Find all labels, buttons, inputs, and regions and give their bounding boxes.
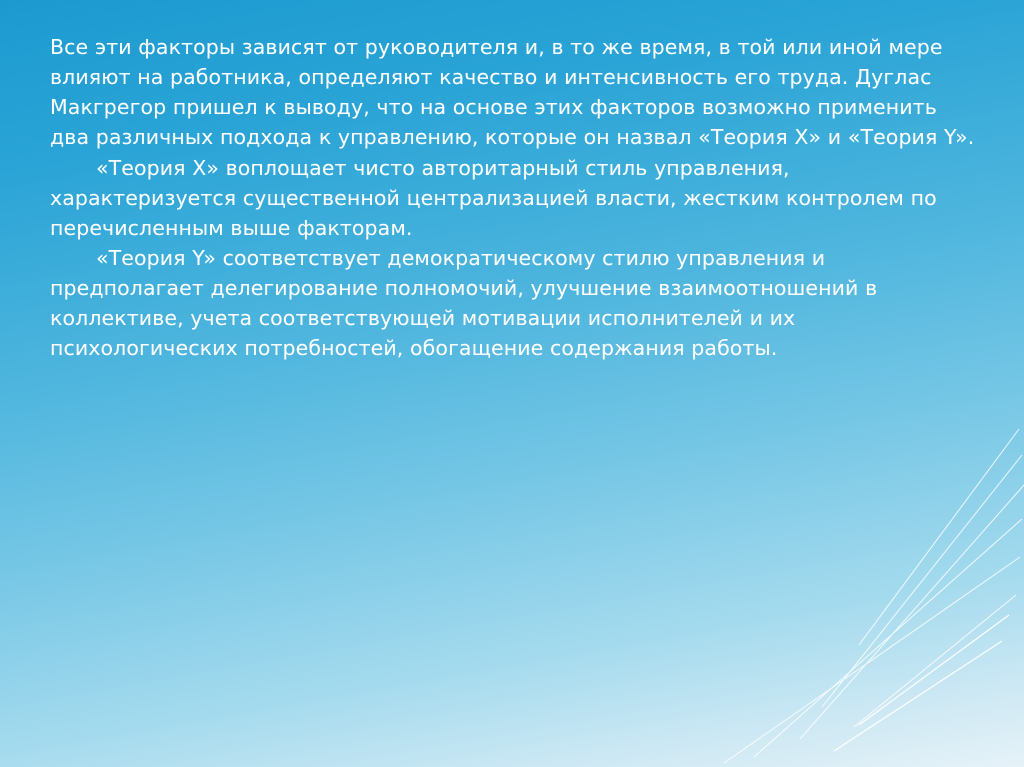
slide-text-body	[50, 32, 982, 363]
decorative-streak-lines	[604, 427, 1024, 767]
paragraph-2: «Теория X» воплощает чисто авторитарный стиль управления, характеризуется существенной централизацией власти, жестким контролем по перечисленным выше факторам.	[50, 155, 937, 240]
paragraph-3: «Теория Y» соответствует демократическому стилю управления и предполагает делегирование полномочий, улучшение взаимоотношений в коллективе, учета соответствующей мотивации исполнителей и их психологических потребностей, обогащение содержания работы.	[50, 245, 878, 361]
paragraph-1: Все эти факторы зависят от руководителя и, в то же время, в той или иной мере влияют на работника, определяют качество и интенсивность его труда. Дуглас Макгрегор пришел к выводу, что на основе этих факторов возможно применить два различных подхода к управлению, которые он назвал «Теория X» и «Теория Y».	[50, 35, 975, 150]
